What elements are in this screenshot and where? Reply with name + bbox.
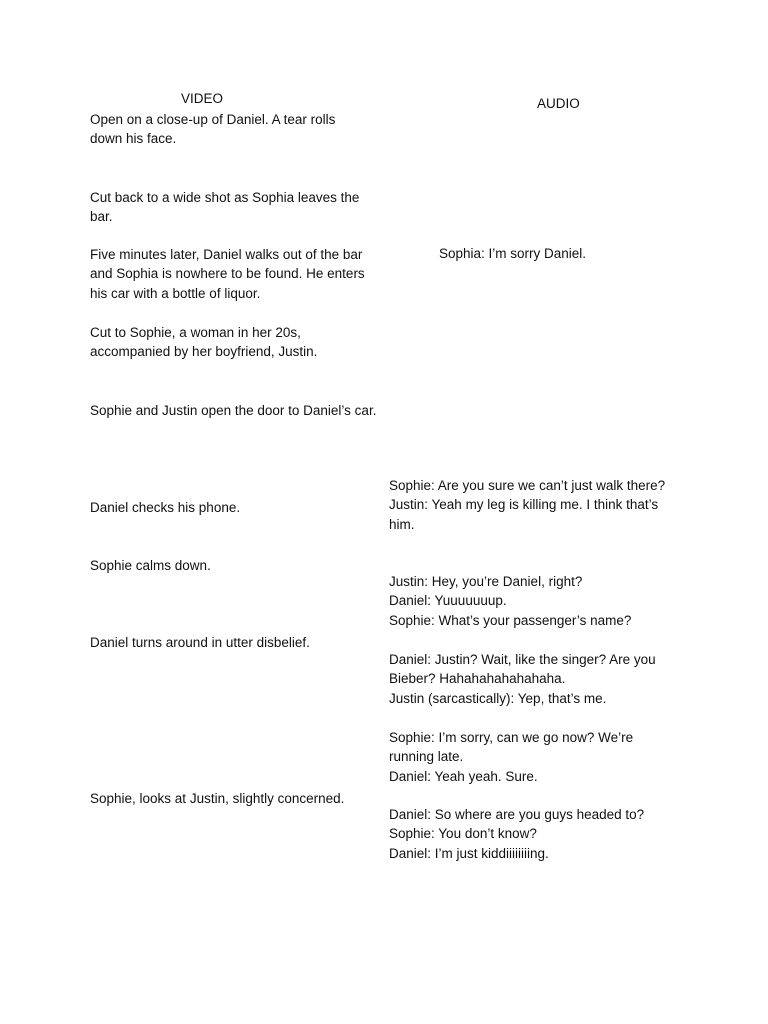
video-cue-2: Cut back to a wide shot as Sophia leaves the bar.: [90, 190, 360, 225]
video-cue-9: Sophie, looks at Justin, slightly concerned.: [90, 791, 345, 806]
video-cue-1: Open on a close-up of Daniel. A tear rolls down his face.: [90, 112, 336, 147]
video-cue-4: Cut to Sophie, a woman in her 20s, accompanied by her boyfriend, Justin.: [90, 325, 318, 360]
video-column-header: VIDEO: [181, 91, 224, 106]
video-cue-8: Daniel turns around in utter disbelief.: [90, 635, 310, 650]
audio-line-4: Daniel: Justin? Wait, like the singer? Are you Bieber? Hahahahahahahaha. Justin (sarcastically): Yep, that’s me.: [389, 652, 656, 706]
audio-line-3: Justin: Hey, you’re Daniel, right? Daniel: Yuuuuuuup. Sophie: What’s your passenger’s name?: [389, 574, 632, 628]
audio-line-2: Sophie: Are you sure we can’t just walk there? Justin: Yeah my leg is killing me. I think that’s him.: [389, 478, 666, 532]
audio-line-5: Sophie: I’m sorry, can we go now? We’re running late. Daniel: Yeah yeah. Sure.: [389, 730, 634, 784]
video-cue-5: Sophie and Justin open the door to Daniel’s car.: [90, 403, 377, 418]
audio-line-6: Daniel: So where are you guys headed to? Sophie: You don’t know? Daniel: I’m just kiddiiiiiiiing.: [389, 807, 645, 861]
video-cue-3: Five minutes later, Daniel walks out of the bar and Sophia is nowhere to be found. He enters his car with a bottle of liquor.: [90, 247, 365, 301]
video-cue-6: Daniel checks his phone.: [90, 500, 241, 515]
video-cue-7: Sophie calms down.: [90, 558, 211, 573]
audio-column-header: AUDIO: [537, 96, 580, 111]
audio-line-1: Sophia: I’m sorry Daniel.: [439, 246, 587, 261]
